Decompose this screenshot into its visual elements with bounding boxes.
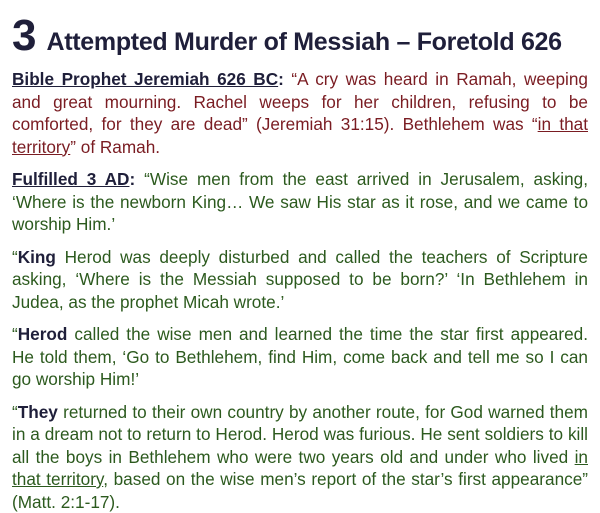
herod-text: called the wise men and learned the time the star first appeared. He told them, ‘Go to Bethlehem, find Him, come back and tell me so I can go worship Him!’ xyxy=(12,324,588,389)
they-paragraph xyxy=(12,401,588,513)
herod-keyword: Herod xyxy=(18,324,68,344)
they-keyword: They xyxy=(18,402,58,422)
herod-open-quote: “ xyxy=(12,324,18,344)
prophecy-label-colon: : xyxy=(278,69,284,89)
slide-title xyxy=(12,14,588,58)
they-open-quote: “ xyxy=(12,402,18,422)
king-open-quote: “ xyxy=(12,247,18,267)
they-emphasis: in that territory xyxy=(12,447,588,490)
they-text-1: returned to their own country by another route, for God warned them in a dream not to return to Herod. Herod was furious. He sent soldiers to kill all the boys in Bethlehem who were two years old and under who lived xyxy=(12,402,588,467)
prophecy-text-2: ” of Ramah. xyxy=(70,137,160,157)
slide-number: 3 xyxy=(12,14,36,58)
king-text: Herod was deeply disturbed and called the teachers of Scripture asking, ‘Where is the Messiah supposed to be born?’ ‘In Bethlehem in Judea, as the prophet Micah wrote.’ xyxy=(12,247,588,312)
king-keyword: King xyxy=(18,247,56,267)
prophecy-label: Bible Prophet Jeremiah 626 BC xyxy=(12,69,278,89)
prophecy-text-1: “A cry was heard in Ramah, weeping and great mourning. Rachel weeps for her children, refusing to be comforted, for they are dead” (Jeremiah 31:15). Bethlehem was “ xyxy=(12,69,588,134)
fulfilled-paragraph xyxy=(12,168,588,236)
king-paragraph xyxy=(12,246,588,314)
slide-title-text: Attempted Murder of Messiah – Foretold 626 xyxy=(46,27,561,57)
prophecy-paragraph xyxy=(12,68,588,158)
herod-paragraph xyxy=(12,323,588,391)
fulfilled-label: Fulfilled 3 AD xyxy=(12,169,129,189)
they-text-2: , based on the wise men’s report of the star’s first appearance” (Matt. 2:1-17). xyxy=(12,469,588,512)
fulfilled-label-colon: : xyxy=(129,169,135,189)
fulfilled-text: “Wise men from the east arrived in Jerusalem, asking, ‘Where is the newborn King… We saw His star as it rose, and we came to worship Him.’ xyxy=(12,169,588,234)
prophecy-emphasis: in that territory xyxy=(12,114,588,157)
